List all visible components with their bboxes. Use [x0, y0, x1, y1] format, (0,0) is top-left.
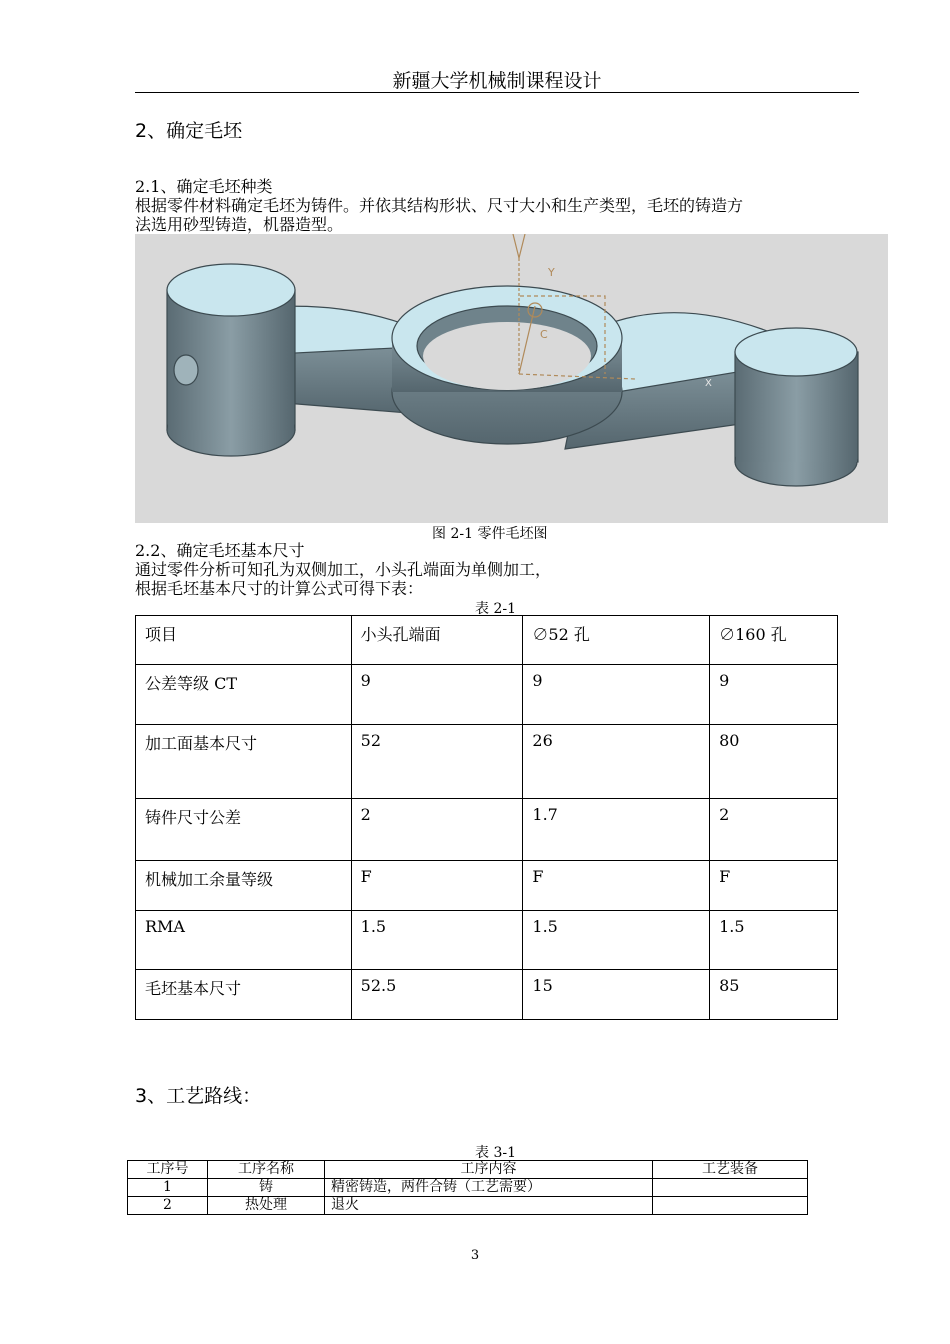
table-cell: 2 — [128, 1197, 208, 1215]
table-row — [136, 725, 838, 799]
table-cell: 加工面基本尺寸 — [136, 725, 352, 799]
section-2-1-paragraph-line-1: 根据零件材料确定毛坯为铸件。并依其结构形状、尺寸大小和生产类型，毛坯的铸造方 — [135, 196, 744, 215]
table-cell: F — [523, 861, 710, 911]
table-cell: 85 — [710, 970, 838, 1020]
table-cell: 2 — [710, 799, 838, 861]
table-cell: 15 — [523, 970, 710, 1020]
process-route-table — [127, 1160, 808, 1215]
section-2-1-paragraph-line-2: 法选用砂型铸造，机器造型。 — [135, 215, 344, 234]
table-cell: 80 — [710, 725, 838, 799]
table-cell: 1.7 — [523, 799, 710, 861]
table-cell: 热处理 — [208, 1197, 325, 1215]
section-2-2-title: 2.2、确定毛坯基本尺寸 — [135, 541, 305, 560]
table-cell: 2 — [351, 799, 523, 861]
table-cell: 铸件尺寸公差 — [136, 799, 352, 861]
table-row — [136, 665, 838, 725]
axis-y-label: Y — [548, 266, 555, 279]
table-cell: 9 — [351, 665, 523, 725]
table-cell: 1 — [128, 1179, 208, 1197]
page-number: 3 — [470, 1248, 480, 1263]
axis-x-label: X — [705, 378, 712, 389]
connecting-rod-blank-drawing — [135, 234, 888, 523]
table-cell: 铸 — [208, 1179, 325, 1197]
table-cell: F — [710, 861, 838, 911]
axis-c-label: C — [540, 328, 548, 341]
table-header-cell: ∅52 孔 — [523, 616, 710, 665]
table-cell: 1.5 — [523, 911, 710, 970]
table-cell: 26 — [523, 725, 710, 799]
table-header-cell: 工序号 — [128, 1161, 208, 1179]
table-header-cell: 工序内容 — [325, 1161, 653, 1179]
table-header-cell: 小头孔端面 — [351, 616, 523, 665]
table-3-1-caption: 表 3-1 — [475, 1145, 516, 1161]
table-row — [128, 1197, 808, 1215]
table-row — [136, 861, 838, 911]
table-cell: 9 — [523, 665, 710, 725]
table-header-cell: 工序名称 — [208, 1161, 325, 1179]
table-cell: 1.5 — [710, 911, 838, 970]
table-cell: 52 — [351, 725, 523, 799]
table-cell: 退火 — [325, 1197, 653, 1215]
table-row — [128, 1179, 808, 1197]
table-row — [136, 911, 838, 970]
section-2-1-title: 2.1、确定毛坯种类 — [135, 177, 273, 196]
table-cell: 毛坯基本尺寸 — [136, 970, 352, 1020]
section-2-heading: 2、确定毛坯 — [135, 120, 243, 142]
table-header-row — [128, 1161, 808, 1179]
table-cell: 公差等级 CT — [136, 665, 352, 725]
table-cell: 精密铸造，两件合铸（工艺需要） — [325, 1179, 653, 1197]
table-cell: 52.5 — [351, 970, 523, 1020]
blank-dimensions-table — [135, 615, 838, 1020]
connecting-rod-blank-figure — [135, 234, 888, 523]
figure-caption: 图 2-1 零件毛坯图 — [432, 526, 548, 542]
table-cell: RMA — [136, 911, 352, 970]
table-header-cell: ∅160 孔 — [710, 616, 838, 665]
table-header-cell: 工艺装备 — [653, 1161, 808, 1179]
section-2-2-line-2: 根据毛坯基本尺寸的计算公式可得下表： — [135, 579, 424, 598]
table-header-cell: 项目 — [136, 616, 352, 665]
section-2-2-line-1: 通过零件分析可知孔为双侧加工，小头孔端面为单侧加工， — [135, 560, 552, 579]
header-rule — [135, 92, 859, 93]
section-3-heading: 3、工艺路线： — [135, 1085, 262, 1107]
table-cell — [653, 1179, 808, 1197]
table-cell — [653, 1197, 808, 1215]
table-header-row — [136, 616, 838, 665]
table-cell: 机械加工余量等级 — [136, 861, 352, 911]
table-cell: 9 — [710, 665, 838, 725]
table-row — [136, 799, 838, 861]
table-cell: F — [351, 861, 523, 911]
page-header-title: 新疆大学机械制课程设计 — [392, 70, 602, 92]
table-row — [136, 970, 838, 1020]
table-2-1-caption: 表 2-1 — [475, 601, 516, 617]
table-cell: 1.5 — [351, 911, 523, 970]
